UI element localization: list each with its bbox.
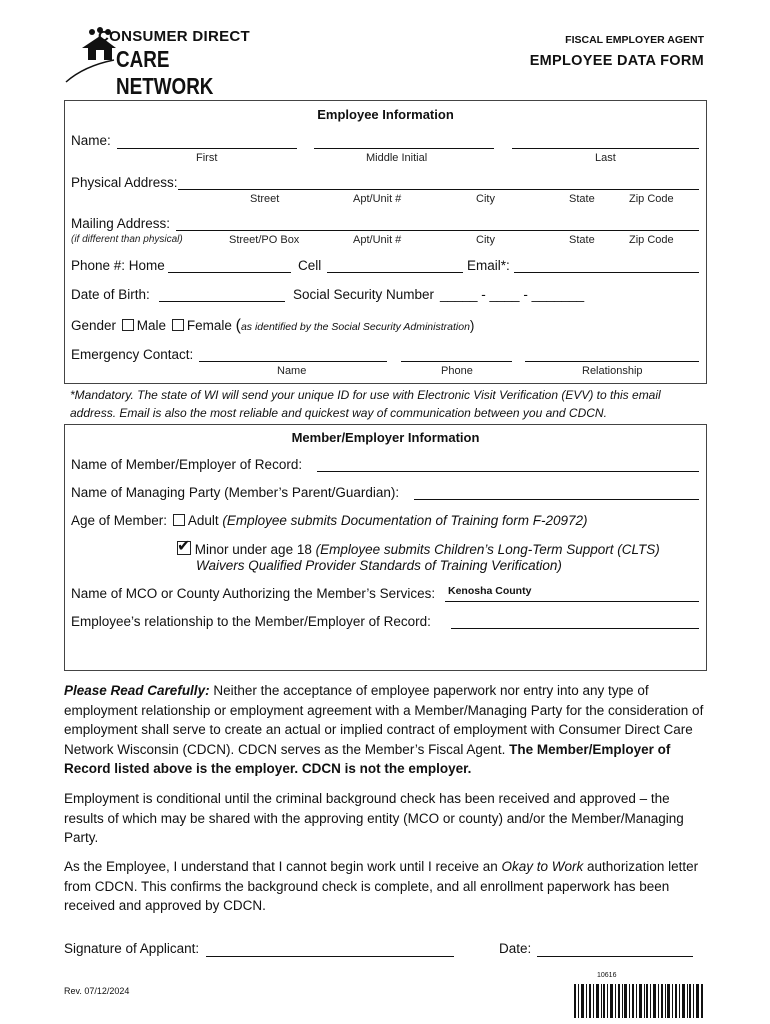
member-info-heading: Member/Employer Information xyxy=(291,430,480,445)
logo xyxy=(64,22,254,99)
female-checkbox[interactable] xyxy=(172,319,184,331)
mail-state-caption: State xyxy=(569,234,595,246)
barcode-icon xyxy=(574,984,704,1018)
mail-zip-caption: Zip Code xyxy=(629,234,674,246)
female-label: Female xyxy=(186,318,232,333)
okay-text-italic: Okay to Work xyxy=(501,859,584,874)
gender-row xyxy=(71,317,474,335)
gender-note: as identified by the Social Security Administration xyxy=(240,321,470,333)
disclaimer-paragraph xyxy=(64,681,704,779)
adult-label: Adult xyxy=(187,513,219,528)
minor-row xyxy=(177,538,660,557)
last-name-field[interactable] xyxy=(512,148,699,149)
adult-note: (Employee submits Documentation of Training form F-20972) xyxy=(222,513,588,528)
minor-note-2: Waivers Qualified Provider Standards of Training Verification) xyxy=(196,558,562,573)
managing-label: Name of Managing Party (Member’s Parent/Guardian): xyxy=(71,485,400,500)
ec-phone-field[interactable] xyxy=(401,361,512,362)
mail-city-caption: City xyxy=(476,234,495,246)
name-label: Name: xyxy=(71,133,111,148)
street-po-caption: Street/PO Box xyxy=(229,234,300,246)
male-checkbox[interactable] xyxy=(122,319,134,331)
minor-check-icon: ✔ xyxy=(177,538,191,555)
logo-bottom-text: CARE NETWORK xyxy=(116,46,214,99)
mail-apt-caption: Apt/Unit # xyxy=(353,234,402,246)
phone-home-field[interactable] xyxy=(168,272,291,273)
if-different-caption: (if different than physical) xyxy=(71,234,183,245)
zip-caption: Zip Code xyxy=(629,193,674,205)
relationship-label: Employee’s relationship to the Member/Employer of Record: xyxy=(71,614,431,629)
minor-note-1: (Employee submits Children’s Long-Term Support (CLTS) xyxy=(315,542,660,557)
employee-info-heading: Employee Information xyxy=(317,107,454,122)
record-field[interactable] xyxy=(317,471,699,472)
mco-value[interactable]: Kenosha County xyxy=(448,585,532,597)
last-caption: Last xyxy=(595,152,616,164)
emergency-contact-label: Emergency Contact: xyxy=(71,347,194,362)
phone-home-label: Phone #: Home xyxy=(71,258,165,273)
state-caption: State xyxy=(569,193,595,205)
age-row xyxy=(71,513,588,528)
cell-field[interactable] xyxy=(327,272,463,273)
signature-field[interactable] xyxy=(206,956,454,957)
mandatory-note: *Mandatory. The state of WI will send your unique ID for use with Electronic Visit Verification (EVV) to this email address. Email is also the most reliable and quickest way of communication between you and CDCN. xyxy=(70,388,661,420)
date-label: Date: xyxy=(499,941,532,956)
revision-label: Rev. 07/12/2024 xyxy=(64,986,130,996)
ssn-field[interactable]: _____ - ____ - _______ xyxy=(440,287,585,302)
cell-label: Cell xyxy=(298,258,322,273)
barcode-number: 10616 xyxy=(597,972,617,979)
mco-field[interactable] xyxy=(445,601,699,602)
adult-checkbox[interactable] xyxy=(173,514,185,526)
ec-name-caption: Name xyxy=(277,365,307,377)
disclaimer-lead: Please Read Carefully: xyxy=(64,683,210,698)
okay-text-a: As the Employee, I understand that I cannot begin work until I receive an xyxy=(64,859,502,874)
logo-top-text: CONSUMER DIRECT xyxy=(98,28,251,45)
physical-address-field[interactable] xyxy=(178,189,699,190)
logo-swoosh-icon xyxy=(64,56,124,86)
age-label: Age of Member: xyxy=(71,513,168,528)
apt-caption: Apt/Unit # xyxy=(353,193,402,205)
middle-caption: Middle Initial xyxy=(366,152,428,164)
form-title: EMPLOYEE DATA FORM xyxy=(529,53,704,69)
street-caption: Street xyxy=(250,193,280,205)
record-label: Name of Member/Employer of Record: xyxy=(71,457,303,472)
email-label: Email*: xyxy=(467,258,510,273)
physical-address-label: Physical Address: xyxy=(71,175,178,190)
relationship-field[interactable] xyxy=(451,628,699,629)
middle-initial-field[interactable] xyxy=(314,148,494,149)
ec-relationship-field[interactable] xyxy=(525,361,699,362)
disclaimer-text: Neither the acceptance of employee paperwork nor entry into any type of employment relationship or employment agreement with a Member/Managing Party for the consideration of employment shall serve to create an actual or implied contract of employment with Consumer Direct Care Network Wisconsin (CDCN). CDCN serves as the Member’s Fiscal Agent. xyxy=(64,683,704,757)
first-name-field[interactable] xyxy=(117,148,297,149)
ec-phone-caption: Phone xyxy=(441,365,473,377)
ec-name-field[interactable] xyxy=(199,361,387,362)
minor-label: Minor under age 18 xyxy=(194,542,312,557)
okay-text-b: authorization letter from CDCN. This confirms the background check is complete, and all enrollment paperwork has been received and approved by CDCN. xyxy=(64,859,699,913)
agent-label: FISCAL EMPLOYER AGENT xyxy=(565,34,704,46)
gender-label: Gender xyxy=(71,318,117,333)
dob-field[interactable] xyxy=(159,301,285,302)
first-caption: First xyxy=(196,152,218,164)
email-field[interactable] xyxy=(514,272,699,273)
mco-label: Name of MCO or County Authorizing the Member’s Services: xyxy=(71,586,436,601)
ec-relationship-caption: Relationship xyxy=(582,365,643,377)
okay-to-work-paragraph xyxy=(64,857,704,916)
gender-note-open: ( xyxy=(235,317,241,334)
mailing-address-label: Mailing Address: xyxy=(71,216,171,231)
signature-label: Signature of Applicant: xyxy=(64,941,200,956)
background-check-paragraph: Employment is conditional until the criminal background check has been received and approved – the results of which may be shared with the approving entity (MCO or county) and/or the Member/Managing Party. xyxy=(64,791,684,845)
minor-checkbox[interactable] xyxy=(177,538,191,555)
mailing-address-field[interactable] xyxy=(176,230,699,231)
managing-field[interactable] xyxy=(414,499,699,500)
ssn-label: Social Security Number xyxy=(293,287,435,302)
dob-label: Date of Birth: xyxy=(71,287,150,302)
male-label: Male xyxy=(136,318,167,333)
disclaimer-bold: The Member/Employer of Record listed above is the employer. CDCN is not the employer. xyxy=(64,741,671,776)
city-caption: City xyxy=(476,193,495,205)
date-field[interactable] xyxy=(537,956,693,957)
gender-note-close: ) xyxy=(469,318,475,333)
